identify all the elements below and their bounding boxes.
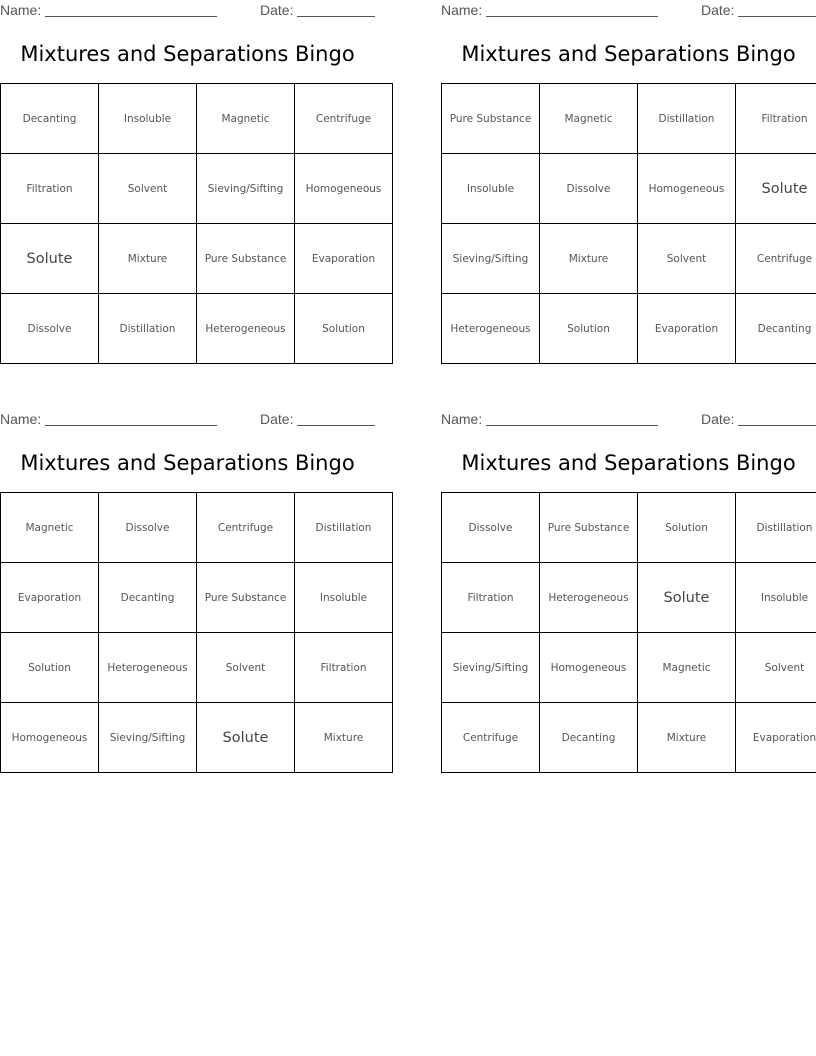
grid-row [442,633,816,703]
bingo-cell: Evaporation [638,294,736,364]
bingo-cell: Solvent [99,154,197,224]
bingo-cell: Evaporation [295,224,393,294]
bingo-cell: Dissolve [540,154,638,224]
bingo-cell: Solution [1,633,99,703]
bingo-card [0,409,375,781]
name-blank-line [45,16,217,17]
card-header [441,411,816,429]
bingo-cell: Dissolve [1,294,99,364]
grid-row [1,224,393,294]
bingo-cell: Solution [295,294,393,364]
grid-row [442,154,816,224]
bingo-cell: Solute [1,224,99,294]
bingo-cell: Heterogeneous [540,563,638,633]
bingo-cell: Heterogeneous [197,294,295,364]
bingo-cell: Decanting [99,563,197,633]
name-label: Name: [441,411,483,427]
card-header [0,411,375,429]
date-blank-line [738,425,816,426]
bingo-cell: Solvent [197,633,295,703]
bingo-cell: Magnetic [540,84,638,154]
bingo-cell: Magnetic [197,84,295,154]
bingo-cell: Pure Substance [540,493,638,563]
bingo-grid [0,492,393,773]
bingo-cell: Decanting [1,84,99,154]
card-header [441,2,816,20]
bingo-cell: Dissolve [442,493,540,563]
bingo-cell: Solute [197,703,295,773]
bingo-cell: Sieving/Sifting [99,703,197,773]
bingo-cell: Distillation [99,294,197,364]
grid-row [442,84,816,154]
bingo-cell: Sieving/Sifting [442,633,540,703]
bingo-cell: Distillation [638,84,736,154]
grid-row [442,493,816,563]
bingo-cell: Magnetic [1,493,99,563]
bingo-cell: Solution [540,294,638,364]
bingo-cell: Insoluble [99,84,197,154]
bingo-cell: Distillation [736,493,816,563]
bingo-cell: Heterogeneous [99,633,197,703]
card-title: Mixtures and Separations Bingo [20,42,355,66]
bingo-cell: Insoluble [442,154,540,224]
grid-row [1,493,393,563]
bingo-cell: Insoluble [736,563,816,633]
bingo-cell: Mixture [295,703,393,773]
card-title: Mixtures and Separations Bingo [20,451,355,475]
bingo-cell: Solvent [638,224,736,294]
bingo-cell: Centrifuge [442,703,540,773]
grid-row [1,703,393,773]
bingo-cell: Pure Substance [442,84,540,154]
bingo-cell: Mixture [540,224,638,294]
bingo-cell: Decanting [540,703,638,773]
bingo-cell: Centrifuge [197,493,295,563]
bingo-cell: Heterogeneous [442,294,540,364]
grid-row [1,563,393,633]
bingo-cell: Magnetic [638,633,736,703]
bingo-cell: Mixture [638,703,736,773]
bingo-cell: Evaporation [1,563,99,633]
card-header [0,2,375,20]
bingo-cell: Solvent [736,633,816,703]
grid-row [1,633,393,703]
name-label: Name: [0,411,42,427]
grid-row [442,224,816,294]
bingo-card [0,0,382,372]
bingo-cell: Homogeneous [1,703,99,773]
bingo-cell: Homogeneous [540,633,638,703]
name-blank-line [486,425,658,426]
date-label: Date: [701,2,735,18]
grid-row [442,563,816,633]
bingo-cell: Pure Substance [197,224,295,294]
date-blank-line [738,16,816,17]
bingo-cell: Filtration [736,84,816,154]
bingo-grid [441,83,816,364]
grid-row [442,703,816,773]
bingo-card [441,0,816,372]
bingo-card [441,409,816,781]
bingo-cell: Distillation [295,493,393,563]
grid-row [1,84,393,154]
card-title: Mixtures and Separations Bingo [461,42,796,66]
bingo-cell: Decanting [736,294,816,364]
bingo-cell: Mixture [99,224,197,294]
grid-row [1,294,393,364]
bingo-cell: Homogeneous [638,154,736,224]
bingo-cell: Centrifuge [295,84,393,154]
bingo-cell: Filtration [442,563,540,633]
name-blank-line [486,16,658,17]
bingo-cell: Sieving/Sifting [197,154,295,224]
bingo-grid [0,83,393,364]
bingo-cell: Solute [736,154,816,224]
date-blank-line [297,16,375,17]
bingo-cell: Filtration [295,633,393,703]
bingo-grid [441,492,816,773]
bingo-cell: Solution [638,493,736,563]
grid-row [442,294,816,364]
bingo-cell: Centrifuge [736,224,816,294]
bingo-cell: Filtration [1,154,99,224]
bingo-cell: Dissolve [99,493,197,563]
bingo-cell: Pure Substance [197,563,295,633]
bingo-cell: Homogeneous [295,154,393,224]
name-label: Name: [0,2,42,18]
bingo-cell: Evaporation [736,703,816,773]
card-title: Mixtures and Separations Bingo [461,451,796,475]
grid-row [1,154,393,224]
date-label: Date: [260,411,294,427]
bingo-cell: Insoluble [295,563,393,633]
name-label: Name: [441,2,483,18]
date-blank-line [297,425,375,426]
date-label: Date: [701,411,735,427]
bingo-cell: Solute [638,563,736,633]
bingo-cell: Sieving/Sifting [442,224,540,294]
name-blank-line [45,425,217,426]
date-label: Date: [260,2,294,18]
